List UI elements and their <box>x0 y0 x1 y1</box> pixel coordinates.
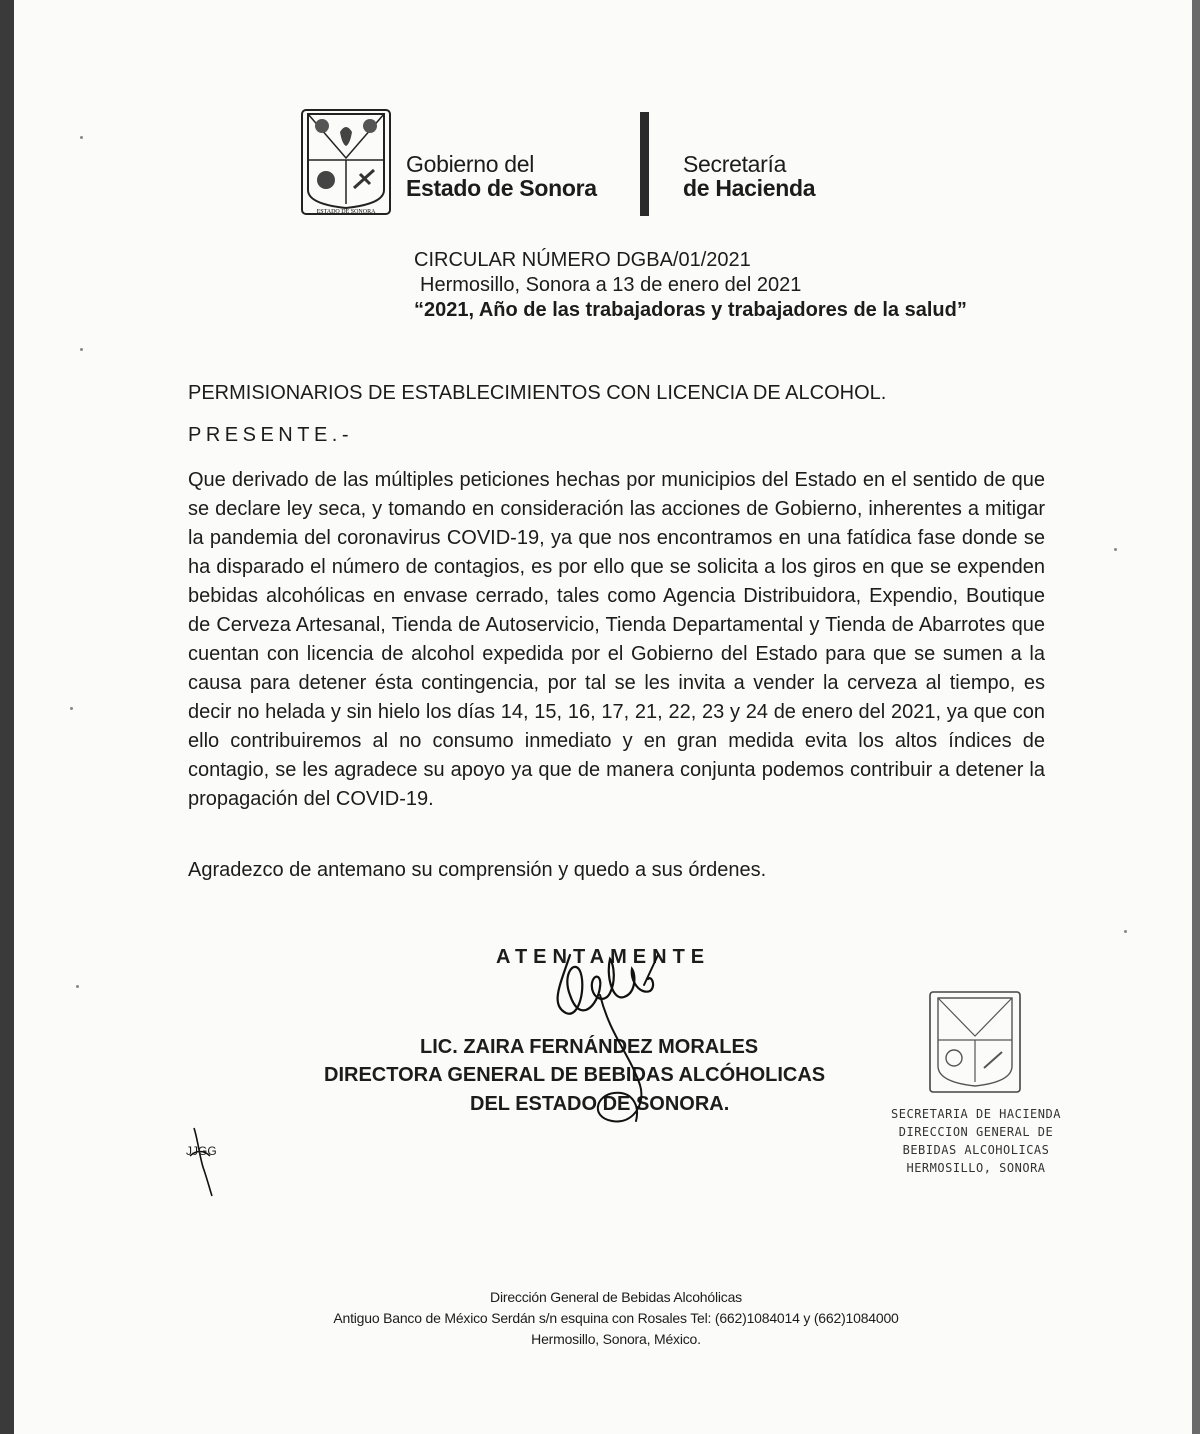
footer-line: Antiguo Banco de México Serdán s/n esquina con Rosales Tel: (662)1084014 y (662)1084000 <box>333 1310 899 1326</box>
signer-name: LIC. ZAIRA FERNÁNDEZ MORALES <box>420 1036 759 1058</box>
signer-title-line1: DIRECTORA GENERAL DE BEBIDAS ALCÓHOLICAS <box>324 1064 826 1086</box>
salutation: PRESENTE.- <box>188 424 354 446</box>
scan-speck <box>1124 930 1127 933</box>
body-paragraph: Que derivado de las múltiples peticiones hechas por municipios del Estado en el sentido de que se declare ley seca, y tomando en consideración las acciones de Gobierno, inherentes a mitigar la pandemia del coronavirus COVID-19, ya que nos encontramos en una fatídica fase donde se ha disparado el número de contagios, es por ello que se solicita a los giros en que se expenden bebidas alcohólicas en envase cerrado, tales como Agencia Distribuidora, Expendio, Boutique de Cerveza Artesanal, Tienda de Autoservicio, Tienda Departamental y Tienda de Abarrotes que cuentan con licencia de alcohol expedida por el Gobierno del Estado para que se sumen a la causa para detener ésta contingencia, por tal se les invita a vender la cerveza al tiempo, es decir no helada y sin hielo los días 14, 15, 16, 17, 21, 22, 23 y 24 de enero del 2021, ya que con ello contribuiremos al no consumo inmediato y en gran medida evita los altos índices de contagio, se les agradece su apoyo ya que de manera conjunta podemos contribuir a detener la propagación del COVID-19. <box>188 469 1045 810</box>
initials-checkmark-icon <box>186 1120 226 1200</box>
scan-speck <box>80 136 83 139</box>
stamp-seal-icon <box>928 990 1022 1094</box>
footer-line: Hermosillo, Sonora, México. <box>531 1331 701 1347</box>
scan-speck <box>80 348 83 351</box>
stamp-line: DIRECCION GENERAL DE <box>898 1125 1054 1139</box>
handwritten-signature-icon <box>540 935 690 1145</box>
scan-speck <box>70 707 73 710</box>
stamp-line: HERMOSILLO, SONORA <box>906 1161 1046 1175</box>
sonora-coat-of-arms-icon <box>300 108 392 216</box>
header-divider <box>640 112 649 216</box>
circular-place-date: Hermosillo, Sonora a 13 de enero del 2021 <box>420 274 802 296</box>
seal-caption: ESTADO DE SONORA <box>316 209 376 215</box>
scan-speck <box>1114 548 1117 551</box>
secretariat-name-line1: Secretaría <box>683 151 787 177</box>
government-name-line2: Estado de Sonora <box>406 175 597 201</box>
footer-line: Dirección General de Bebidas Alcohólicas <box>490 1289 742 1305</box>
stamp-line: BEBIDAS ALCOHOLICAS <box>902 1143 1050 1157</box>
addressee: PERMISIONARIOS DE ESTABLECIMIENTOS CON LICENCIA DE ALCOHOL. <box>188 382 887 404</box>
scan-speck <box>76 985 79 988</box>
footer-address <box>200 1287 1032 1350</box>
stamp-text <box>872 1105 1080 1177</box>
circular-number: CIRCULAR NÚMERO DGBA/01/2021 <box>414 249 751 271</box>
stamp-line: SECRETARIA DE HACIENDA <box>891 1107 1061 1121</box>
government-name-line1: Gobierno del <box>406 151 535 177</box>
circular-motto: “2021, Año de las trabajadoras y trabajadores de la salud” <box>414 299 967 321</box>
valediction: ATENTAMENTE <box>496 946 711 968</box>
typist-initials: JJGG <box>186 1144 217 1158</box>
signer-title-line2: DEL ESTADO DE SONORA. <box>470 1093 730 1115</box>
scan-edge-right <box>1192 0 1200 1434</box>
closing-line: Agradezco de antemano su comprensión y quedo a sus órdenes. <box>188 859 767 881</box>
secretariat-name-line2: de Hacienda <box>683 175 816 201</box>
scan-edge-left <box>0 0 14 1434</box>
